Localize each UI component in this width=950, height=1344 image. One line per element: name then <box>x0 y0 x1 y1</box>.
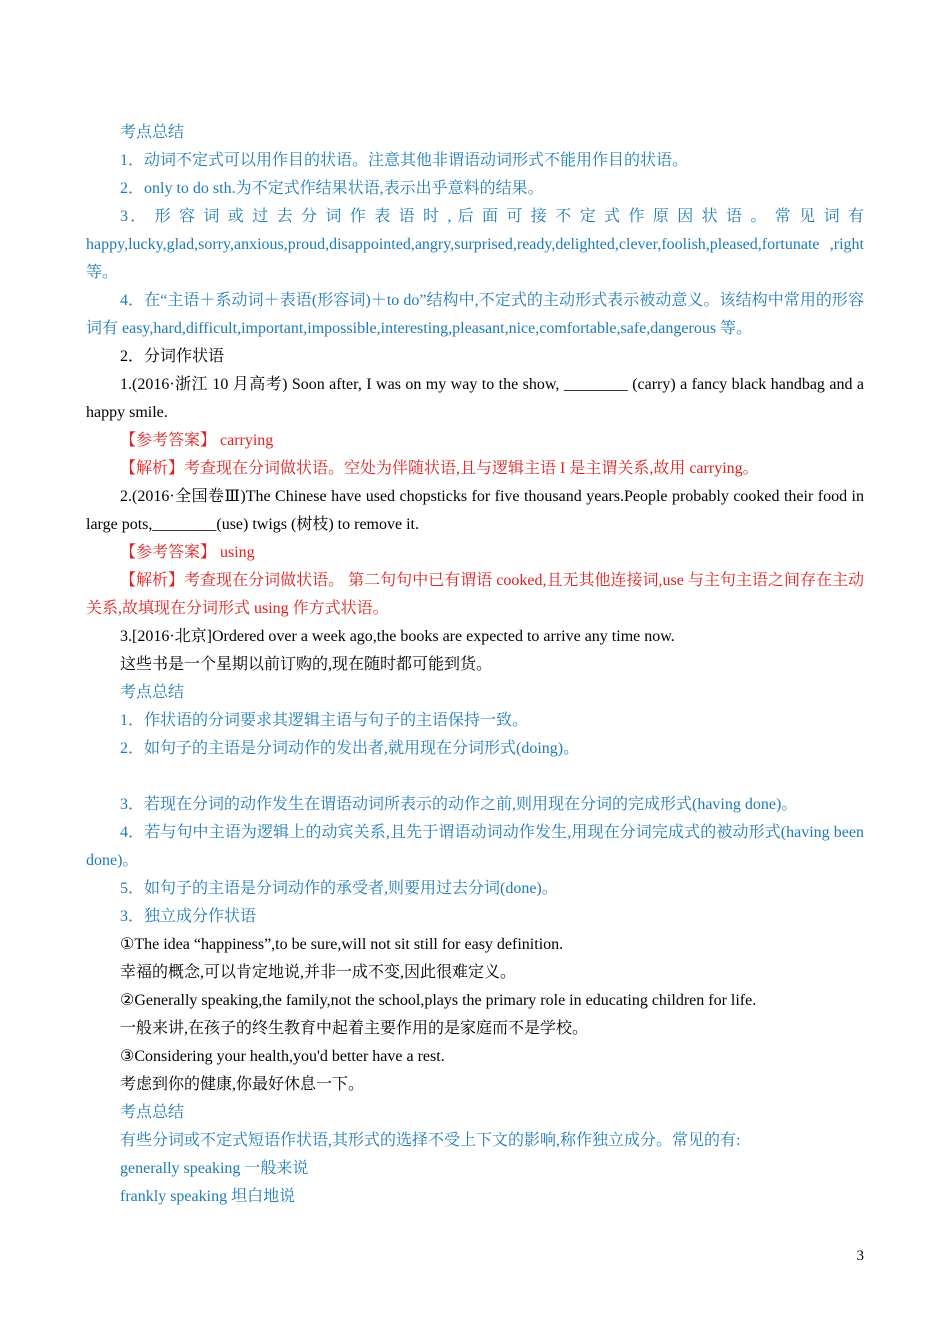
document-body <box>86 119 864 1211</box>
example-en: ②Generally speaking,the family,not the school,plays the primary role in educating children for life. <box>120 992 757 1009</box>
explanation-1: 【解析】考查现在分词做状语。空处为伴随状语,且与逻辑主语 I 是主谓关系,故用 carrying。 <box>120 460 759 477</box>
question-3: 3.[2016·北京]Ordered over a week ago,the books are expected to arrive any time now. <box>120 628 675 645</box>
summary-title: 考点总结 <box>120 1104 185 1121</box>
question-3-translation: 这些书是一个星期以前订购的,现在随时都可能到货。 <box>120 656 493 673</box>
example-en: ③Considering your health,you'd better have a rest. <box>120 1048 445 1065</box>
example-cn: 考虑到你的健康,你最好休息一下。 <box>120 1076 365 1093</box>
question-2: 2.(2016·全国卷Ⅲ)The Chinese have used chopsticks for five thousand years.People probably cooked their food in large pots,________(use) twigs (树枝) to remove it. <box>86 488 864 533</box>
summary-item: 2．如句子的主语是分词动作的发出者,就用现在分词形式(doing)。 <box>120 740 580 757</box>
summary-title: 考点总结 <box>120 684 185 701</box>
summary-intro: 有些分词或不定式短语作状语,其形式的选择不受上下文的影响,称作独立成分。常见的有: <box>120 1132 741 1149</box>
explanation-2: 【解析】考查现在分词做状语。 第二句句中已有谓语 cooked,且无其他连接词,use 与主句主语之间存在主动关系,故填现在分词形式 using 作方式状语。 <box>86 572 864 617</box>
answer-2: 【参考答案】 using <box>120 544 255 561</box>
section-heading: 3．独立成分作状语 <box>120 908 257 925</box>
summary-item: 1．作状语的分词要求其逻辑主语与句子的主语保持一致。 <box>120 712 529 729</box>
summary-title: 考点总结 <box>120 124 185 141</box>
section-heading: 2．分词作状语 <box>120 348 225 365</box>
summary-item: 5．如句子的主语是分词动作的承受者,则要用过去分词(done)。 <box>120 880 558 897</box>
example-cn: 一般来讲,在孩子的终生教育中起着主要作用的是家庭而不是学校。 <box>120 1020 589 1037</box>
example-en: ①The idea “happiness”,to be sure,will not sit still for easy definition. <box>120 936 564 953</box>
example-cn: 幸福的概念,可以肯定地说,并非一成不变,因此很难定义。 <box>120 964 517 981</box>
answer-1: 【参考答案】 carrying <box>120 432 274 449</box>
summary-item: 4．若与句中主语为逻辑上的动宾关系,且先于谓语动词动作发生,用现在分词完成式的被动形式(having been done)。 <box>86 824 864 869</box>
blank-line <box>86 763 864 791</box>
question-1: 1.(2016·浙江 10 月高考) Soon after, I was on my way to the show, ________ (carry) a fancy black handbag and a happy smile. <box>86 376 864 421</box>
summary-item: 3．若现在分词的动作发生在谓语动词所表示的动作之前,则用现在分词的完成形式(having done)。 <box>120 796 798 813</box>
summary-item: 1．动词不定式可以用作目的状语。注意其他非谓语动词形式不能用作目的状语。 <box>120 152 689 169</box>
phrase-item: generally speaking 一般来说 <box>120 1160 309 1177</box>
summary-item: 3． 形 容 词 或 过 去 分 词 作 表 语 时 , 后 面 可 接 不 定 式 作 原 因 状 语 。 常 见 词 有 happy,lucky,glad,sorry,anxious,proud,disappointed,angry,surprised,ready,delighted,clever,foolish,pleased,fortunate ,right 等。 <box>86 208 864 281</box>
summary-item: 2．only to do sth.为不定式作结果状语,表示出乎意料的结果。 <box>120 180 544 197</box>
page-number: 3 <box>856 1248 864 1264</box>
summary-item: 4．在“主语＋系动词＋表语(形容词)＋to do”结构中,不定式的主动形式表示被动意义。该结构中常用的形容词有 easy,hard,difficult,important,impossible,interesting,pleasant,nice,comfortable,safe,dangerous 等。 <box>86 292 864 337</box>
phrase-item: frankly speaking 坦白地说 <box>120 1188 296 1205</box>
